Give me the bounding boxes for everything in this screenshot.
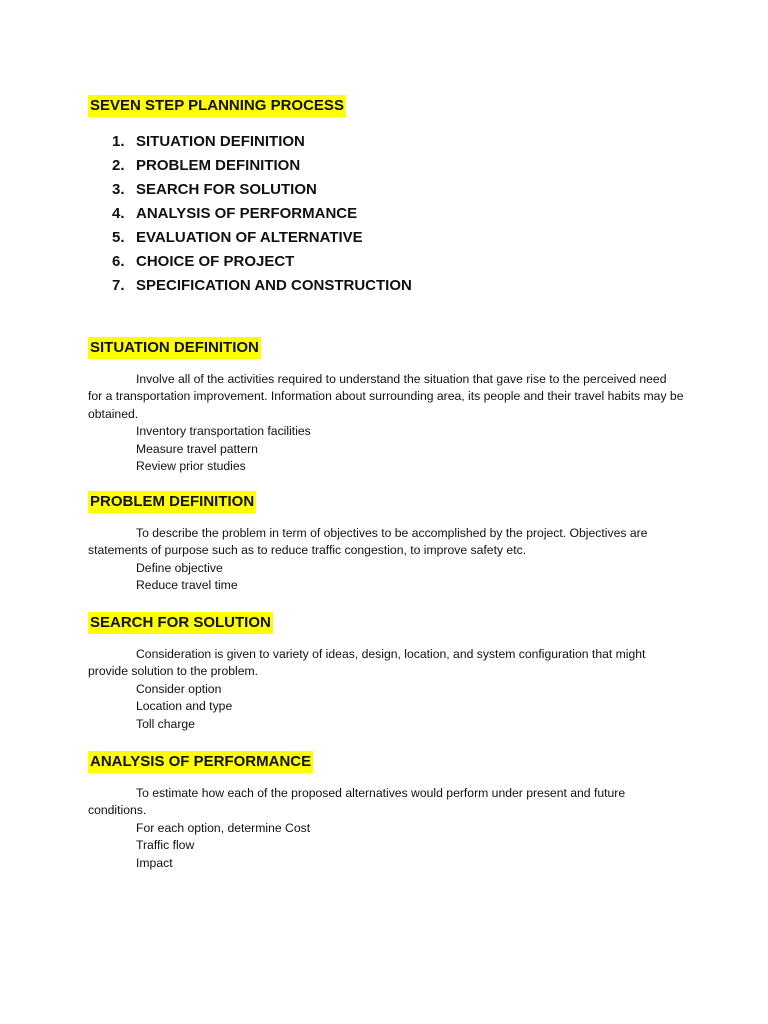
step-label: SPECIFICATION AND CONSTRUCTION — [136, 277, 412, 294]
section-situation-definition — [88, 337, 688, 475]
section-items — [88, 560, 688, 595]
section-paragraph: Involve all of the activities required to understand the situation that gave rise to the perceived need for a transportation improvement. Information about surrounding area, its people and their travel habits may be obtained. — [88, 372, 684, 421]
section-heading: SITUATION DEFINITION — [88, 337, 261, 359]
list-item: Toll charge — [136, 716, 195, 731]
step-label: SEARCH FOR SOLUTION — [136, 181, 317, 198]
section-heading: PROBLEM DEFINITION — [88, 491, 256, 513]
step-item: 3. SEARCH FOR SOLUTION — [112, 181, 317, 198]
section-heading: ANALYSIS OF PERFORMANCE — [88, 751, 313, 773]
section-problem-definition — [88, 491, 688, 595]
list-item: Location and type — [136, 699, 233, 714]
section-items — [88, 423, 688, 475]
step-item: 2. PROBLEM DEFINITION — [112, 157, 301, 174]
list-item: For each option, determine Cost — [136, 820, 311, 835]
list-item: Measure travel pattern — [136, 441, 258, 456]
step-item: 1. SITUATION DEFINITION — [112, 133, 305, 150]
section-search-for-solution — [88, 612, 688, 733]
step-label: ANALYSIS OF PERFORMANCE — [136, 205, 358, 222]
step-item: 4. ANALYSIS OF PERFORMANCE — [112, 205, 358, 222]
title-highlight: SEVEN STEP PLANNING PROCESS — [88, 95, 346, 117]
list-item: Consider option — [136, 681, 222, 696]
step-label: EVALUATION OF ALTERNATIVE — [136, 229, 363, 246]
step-item: 5. EVALUATION OF ALTERNATIVE — [112, 229, 363, 246]
section-items — [88, 681, 688, 733]
section-heading: SEARCH FOR SOLUTION — [88, 612, 273, 634]
section-items — [88, 820, 688, 872]
section-paragraph: Consideration is given to variety of ideas, design, location, and system configuration that might provide solution to the problem. — [88, 647, 646, 679]
document-title — [88, 95, 346, 117]
list-item: Traffic flow — [136, 838, 195, 853]
steps-list — [112, 130, 412, 298]
section-analysis-of-performance — [88, 751, 688, 872]
list-item: Define objective — [136, 560, 223, 575]
list-item: Review prior studies — [136, 459, 246, 473]
step-label: SITUATION DEFINITION — [136, 133, 305, 150]
list-item: Reduce travel time — [136, 578, 238, 593]
step-label: PROBLEM DEFINITION — [136, 157, 301, 174]
list-item: Inventory transportation facilities — [136, 424, 311, 439]
step-item: 6. CHOICE OF PROJECT — [112, 253, 295, 270]
section-paragraph: To describe the problem in term of objectives to be accomplished by the project. Objectives are statements of purpose such as to reduce traffic congestion, to improve safety etc. — [88, 526, 648, 558]
step-label: CHOICE OF PROJECT — [136, 253, 295, 270]
step-item: 7. SPECIFICATION AND CONSTRUCTION — [112, 277, 412, 294]
list-item: Impact — [136, 855, 173, 870]
section-paragraph: To estimate how each of the proposed alternatives would perform under present and future conditions. — [88, 786, 626, 818]
